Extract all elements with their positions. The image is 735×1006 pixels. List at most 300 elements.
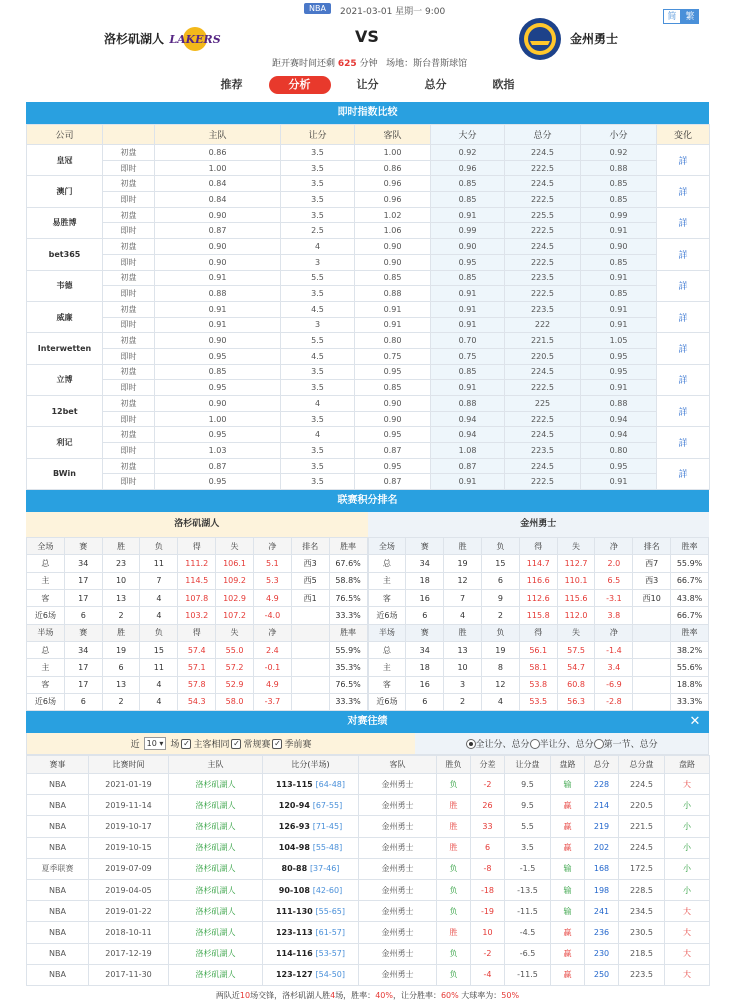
odds-cell: 0.90 — [155, 333, 281, 349]
odds-cell: 0.92 — [581, 145, 657, 161]
away-standings — [368, 512, 710, 711]
odds-cell: 即时 — [103, 160, 155, 176]
standings-cell: 总 — [368, 555, 406, 572]
h2h-total: 202 — [585, 837, 619, 858]
odds-cell: 初盘 — [103, 458, 155, 474]
odds-row — [27, 427, 710, 443]
h2h-league: NBA — [27, 795, 89, 816]
odds-cell: 0.85 — [581, 192, 657, 208]
h2h-league: NBA — [27, 816, 89, 837]
lakers-logo-icon — [169, 24, 221, 54]
standings-cell: 112.7 — [557, 555, 595, 572]
h2h-league: NBA — [27, 922, 89, 943]
standings-cell: 56.1 — [519, 641, 557, 658]
odds-row — [27, 176, 710, 192]
standings-cell: 西5 — [291, 572, 329, 589]
odds-cell: 0.87 — [155, 458, 281, 474]
h2h-over-under: 小 — [665, 837, 710, 858]
h2h-handicap: -1.5 — [505, 858, 551, 879]
tab-euro-odds[interactable]: 欧指 — [492, 78, 515, 91]
h2h-away-team[interactable]: 金州勇士 — [359, 964, 437, 985]
score-full: 111-130 — [275, 906, 313, 916]
odds-cell: 0.88 — [581, 396, 657, 412]
odds-cell: 0.90 — [355, 254, 431, 270]
standings-cell — [291, 659, 329, 676]
odds-cell: 0.96 — [431, 160, 505, 176]
h2h-over-under: 小 — [665, 795, 710, 816]
h2h-away-team[interactable]: 金州勇士 — [359, 837, 437, 858]
h2h-filter: 近 10 ▾ 场 ✓ 主客相同 ✓ 常规赛 ✓ 季前赛 全让分、总分 半让分、总分 第一节、总分 — [26, 733, 709, 755]
odds-detail-link[interactable]: 詳 — [657, 176, 710, 207]
odds-cell: 0.95 — [355, 364, 431, 380]
standings-header-cell: 得 — [178, 624, 216, 641]
h2h-handicap-result: 赢 — [551, 964, 585, 985]
standings-header-cell: 净 — [253, 624, 291, 641]
standings-cell: 西10 — [633, 590, 671, 607]
h2h-home-team[interactable]: 洛杉矶湖人 — [169, 880, 263, 901]
odds-cell: 4 — [281, 239, 355, 255]
standings-header-cell: 负 — [140, 624, 178, 641]
odds-cell: 初盘 — [103, 333, 155, 349]
standings-header-cell: 净 — [595, 624, 633, 641]
odds-cell: 0.91 — [581, 223, 657, 239]
h2h-away-team[interactable]: 金州勇士 — [359, 943, 437, 964]
score-full: 120-94 — [278, 800, 310, 810]
tab-total[interactable]: 总分 — [424, 78, 447, 91]
h2h-header-cell: 胜负 — [437, 756, 471, 774]
h2h-section-title: 对赛往绩 ✕ — [26, 711, 709, 733]
h2h-row — [27, 901, 710, 922]
standings-cell: 西3 — [291, 555, 329, 572]
standings-cell: -2.8 — [595, 693, 633, 710]
odds-cell: 0.95 — [355, 427, 431, 443]
standings-cell: 38.2% — [671, 641, 709, 658]
odds-cell: 初盘 — [103, 427, 155, 443]
standings-cell: 15 — [481, 555, 519, 572]
odds-row — [27, 254, 710, 270]
home-team-name[interactable]: 洛杉矶湖人 — [104, 32, 165, 46]
odds-cell: 0.85 — [431, 270, 505, 286]
company-name: 立博 — [27, 364, 103, 395]
standings-cell: 76.5% — [329, 676, 367, 693]
standings-row — [368, 555, 709, 572]
h2h-handicap-result: 赢 — [551, 816, 585, 837]
odds-cell: 0.70 — [431, 333, 505, 349]
h2h-home-team[interactable]: 洛杉矶湖人 — [169, 964, 263, 985]
score-full: 80-88 — [281, 864, 308, 874]
odds-cell: 即时 — [103, 443, 155, 459]
odds-cell: 0.91 — [581, 380, 657, 396]
h2h-total: 236 — [585, 922, 619, 943]
h2h-away-team[interactable]: 金州勇士 — [359, 858, 437, 879]
standings-cell: 主 — [27, 659, 65, 676]
standings-cell: 总 — [368, 641, 406, 658]
odds-cell: 225.5 — [505, 207, 581, 223]
score-full: 113-115 — [275, 779, 313, 789]
league-badge: NBA — [304, 3, 331, 14]
standings-cell: 17 — [64, 659, 102, 676]
odds-cell: 1.08 — [431, 443, 505, 459]
h2h-over-under: 大 — [665, 922, 710, 943]
h2h-away-team[interactable]: 金州勇士 — [359, 901, 437, 922]
standings-cell: 19 — [481, 641, 519, 658]
standings-cell: 54.3 — [178, 693, 216, 710]
company-name: 澳门 — [27, 176, 103, 207]
odds-cell: 0.91 — [155, 317, 281, 333]
standings-cell — [633, 659, 671, 676]
standings-row — [27, 676, 368, 693]
h2h-league: NBA — [27, 943, 89, 964]
standings-header-cell: 失 — [216, 538, 254, 555]
standings-row — [368, 590, 709, 607]
odds-cell: 0.99 — [581, 207, 657, 223]
score-full: 126-93 — [278, 822, 310, 832]
h2h-total-line: 220.5 — [619, 795, 665, 816]
standings-cell: 6 — [64, 693, 102, 710]
h2h-over-under: 小 — [665, 858, 710, 879]
standings-row — [27, 659, 368, 676]
standings-cell — [291, 693, 329, 710]
standings-cell: 114.7 — [519, 555, 557, 572]
standings-header-cell: 全场 — [27, 538, 65, 555]
standings-cell: 15 — [140, 641, 178, 658]
standings-cell: 主 — [368, 572, 406, 589]
standings-cell: 主 — [368, 659, 406, 676]
standings-cell: 18 — [406, 572, 444, 589]
standings-header-cell: 胜 — [102, 624, 140, 641]
h2h-home-team[interactable]: 洛杉矶湖人 — [169, 922, 263, 943]
standings-cell: 34 — [406, 555, 444, 572]
odds-section-title: 即时指数比较 — [26, 102, 709, 124]
odds-cell: 0.95 — [155, 474, 281, 490]
standings-cell: 67.6% — [329, 555, 367, 572]
odds-row — [27, 364, 710, 380]
h2h-result: 负 — [437, 880, 471, 901]
match-header — [0, 0, 735, 74]
standings-cell — [633, 641, 671, 658]
h2h-away-team[interactable]: 金州勇士 — [359, 816, 437, 837]
h2h-diff: 26 — [471, 795, 505, 816]
odds-cell: 1.00 — [155, 160, 281, 176]
standings-cell: 4 — [444, 607, 482, 624]
odds-cell: 3 — [281, 254, 355, 270]
standings-header-cell: 赛 — [406, 624, 444, 641]
odds-cell: 0.96 — [355, 176, 431, 192]
odds-cell: 224.5 — [505, 176, 581, 192]
odds-cell: 0.90 — [355, 239, 431, 255]
h2h-home-team[interactable]: 洛杉矶湖人 — [169, 774, 263, 795]
company-name: BWin — [27, 458, 103, 489]
h2h-home-team[interactable]: 洛杉矶湖人 — [169, 837, 263, 858]
odds-cell: 222.5 — [505, 254, 581, 270]
standings-header-cell: 全场 — [368, 538, 406, 555]
standings-cell: 6 — [406, 607, 444, 624]
odds-cell: 224.5 — [505, 364, 581, 380]
company-name: 易胜博 — [27, 207, 103, 238]
score-half: [61-57] — [315, 928, 345, 937]
odds-cell: 0.86 — [155, 145, 281, 161]
standings-header — [27, 538, 368, 555]
odds-cell: 0.91 — [355, 301, 431, 317]
h2h-total-line: 218.5 — [619, 943, 665, 964]
odds-cell: 0.96 — [355, 192, 431, 208]
odds-cell: 0.85 — [431, 176, 505, 192]
standings-cell: 18 — [406, 659, 444, 676]
h2h-score — [263, 816, 359, 837]
h2h-away-team[interactable]: 金州勇士 — [359, 774, 437, 795]
odds-cell: 224.5 — [505, 145, 581, 161]
h2h-diff: 10 — [471, 922, 505, 943]
odds-detail-link[interactable]: 詳 — [657, 239, 710, 270]
odds-cell: 224.5 — [505, 239, 581, 255]
standings-cell: 52.9 — [216, 676, 254, 693]
standings-cell: 57.5 — [557, 641, 595, 658]
standings-cell: 近6场 — [368, 607, 406, 624]
h2h-total-line: 234.5 — [619, 901, 665, 922]
tab-recommend[interactable]: 推荐 — [220, 78, 243, 91]
h2h-away-team[interactable]: 金州勇士 — [359, 922, 437, 943]
standings-cell: 116.6 — [519, 572, 557, 589]
regular-season-checkbox[interactable]: ✓ — [233, 738, 240, 748]
h2h-total: 241 — [585, 901, 619, 922]
standings-header-cell: 负 — [481, 538, 519, 555]
standings-header-cell: 净 — [595, 538, 633, 555]
half-handicap-radio[interactable] — [530, 739, 540, 749]
h2h-header-cell: 赛事 — [27, 756, 89, 774]
odds-cell: 0.85 — [431, 364, 505, 380]
odds-cell: 0.90 — [355, 396, 431, 412]
standings-row — [27, 590, 368, 607]
away-standings-table — [368, 537, 710, 711]
h2h-date: 2019-10-17 — [89, 816, 169, 837]
odds-cell: 0.91 — [155, 270, 281, 286]
h2h-home-team[interactable]: 洛杉矶湖人 — [169, 795, 263, 816]
h2h-home-team[interactable]: 洛杉矶湖人 — [169, 943, 263, 964]
standings-cell: 6 — [481, 572, 519, 589]
odds-cell: 0.85 — [155, 364, 281, 380]
odds-cell: 222.5 — [505, 223, 581, 239]
company-name: 韦德 — [27, 270, 103, 301]
odds-cell: 0.88 — [155, 286, 281, 302]
odds-row — [27, 380, 710, 396]
odds-cell: 222.5 — [505, 380, 581, 396]
standings-cell — [633, 676, 671, 693]
odds-header-cell: 小分 — [581, 125, 657, 145]
odds-cell: 1.03 — [155, 443, 281, 459]
odds-cell: 3.5 — [281, 160, 355, 176]
h2h-home-team[interactable]: 洛杉矶湖人 — [169, 901, 263, 922]
odds-cell: 225 — [505, 396, 581, 412]
venue: 场地：斯台普斯球馆 — [386, 59, 468, 69]
h2h-league: NBA — [27, 880, 89, 901]
tab-analysis[interactable]: 分析 — [269, 76, 331, 94]
odds-row — [27, 192, 710, 208]
standings-cell: 13 — [102, 676, 140, 693]
h2h-home-team[interactable]: 洛杉矶湖人 — [169, 816, 263, 837]
h2h-handicap-result: 赢 — [551, 795, 585, 816]
odds-cell: 5.5 — [281, 270, 355, 286]
standings-cell: -6.9 — [595, 676, 633, 693]
h2h-over-under: 大 — [665, 964, 710, 985]
odds-row — [27, 145, 710, 161]
odds-cell: 3.5 — [281, 380, 355, 396]
standings-cell: 54.7 — [557, 659, 595, 676]
standings-cell: 102.9 — [216, 590, 254, 607]
same-home-away-checkbox[interactable]: ✓ — [183, 738, 190, 748]
odds-cell: 初盘 — [103, 364, 155, 380]
full-handicap-radio[interactable] — [466, 739, 476, 749]
h2h-handicap: -4.5 — [505, 922, 551, 943]
standings-cell: 106.1 — [216, 555, 254, 572]
standings-cell: 8 — [481, 659, 519, 676]
standings-cell: 55.0 — [216, 641, 254, 658]
odds-row — [27, 474, 710, 490]
odds-row — [27, 348, 710, 364]
odds-cell: 0.91 — [431, 301, 505, 317]
odds-cell: 1.06 — [355, 223, 431, 239]
odds-cell: 0.88 — [355, 286, 431, 302]
odds-cell: 0.91 — [581, 317, 657, 333]
odds-detail-link[interactable]: 詳 — [657, 364, 710, 395]
odds-cell: 0.90 — [431, 239, 505, 255]
odds-cell: 3.5 — [281, 145, 355, 161]
standings-cell: 2.4 — [253, 641, 291, 658]
odds-cell: 0.95 — [155, 380, 281, 396]
odds-detail-link[interactable]: 詳 — [657, 145, 710, 176]
h2h-score — [263, 964, 359, 985]
odds-cell: 即时 — [103, 474, 155, 490]
standings-cell: 11 — [140, 555, 178, 572]
standings-cell: 3 — [444, 676, 482, 693]
odds-cell: 0.90 — [355, 411, 431, 427]
vs-label: VS — [355, 27, 379, 46]
standings-cell: 34 — [406, 641, 444, 658]
odds-detail-link[interactable]: 詳 — [657, 396, 710, 427]
score-half: [71-45] — [312, 822, 343, 832]
score-full: 104-98 — [278, 843, 310, 853]
standings-cell: 2 — [102, 693, 140, 710]
h2h-score — [263, 774, 359, 795]
tab-handicap[interactable]: 让分 — [356, 78, 379, 91]
odds-cell: 1.02 — [355, 207, 431, 223]
standings-cell: 7 — [140, 572, 178, 589]
standings-row — [368, 607, 709, 624]
standings-cell: 57.1 — [178, 659, 216, 676]
standings-cell: 109.2 — [216, 572, 254, 589]
h2h-total-line: 172.5 — [619, 858, 665, 879]
odds-cell: 0.94 — [581, 411, 657, 427]
standings-cell: 115.8 — [519, 607, 557, 624]
standings-cell: 6.5 — [595, 572, 633, 589]
close-icon[interactable]: ✕ — [689, 714, 701, 730]
standings-cell: 西3 — [633, 572, 671, 589]
h2h-home-team[interactable]: 洛杉矶湖人 — [169, 858, 263, 879]
h2h-handicap-result: 输 — [551, 880, 585, 901]
odds-cell: 221.5 — [505, 333, 581, 349]
away-team-name[interactable]: 金州勇士 — [570, 32, 619, 46]
h2h-away-team[interactable]: 金州勇士 — [359, 880, 437, 901]
h2h-result: 胜 — [437, 837, 471, 858]
simplified-button[interactable]: 简 — [663, 9, 681, 24]
odds-row — [27, 239, 710, 255]
h2h-header-cell: 盘路 — [551, 756, 585, 774]
standings-row — [27, 693, 368, 710]
odds-detail-link[interactable]: 詳 — [657, 427, 710, 458]
odds-detail-link[interactable]: 詳 — [657, 458, 710, 489]
odds-cell: 3.5 — [281, 474, 355, 490]
odds-detail-link[interactable]: 詳 — [657, 207, 710, 238]
odds-cell: 0.91 — [431, 207, 505, 223]
h2h-total: 230 — [585, 943, 619, 964]
odds-cell: 0.91 — [431, 317, 505, 333]
h2h-date: 2019-07-09 — [89, 858, 169, 879]
odds-cell: 224.5 — [505, 427, 581, 443]
standings-cell: 6 — [406, 693, 444, 710]
h2h-handicap-result: 输 — [551, 774, 585, 795]
standings-cell: -3.1 — [595, 590, 633, 607]
odds-detail-link[interactable]: 詳 — [657, 270, 710, 301]
traditional-button[interactable]: 繁 — [681, 9, 699, 24]
company-name: 12bet — [27, 396, 103, 427]
odds-cell: 2.5 — [281, 223, 355, 239]
first-quarter-radio[interactable] — [594, 739, 604, 749]
odds-cell: 0.85 — [581, 286, 657, 302]
h2h-result: 负 — [437, 858, 471, 879]
odds-cell: 0.90 — [155, 396, 281, 412]
standings-cell: 35.3% — [329, 659, 367, 676]
h2h-total-line: 224.5 — [619, 774, 665, 795]
match-count-select[interactable]: 10 ▾ — [144, 737, 167, 750]
odds-cell: 0.91 — [155, 301, 281, 317]
standings-cell: 4 — [140, 590, 178, 607]
odds-cell: 0.91 — [431, 380, 505, 396]
standings-header-cell: 半场 — [27, 624, 65, 641]
odds-cell: 0.85 — [581, 254, 657, 270]
standings-cell: 33.3% — [329, 607, 367, 624]
odds-row — [27, 396, 710, 412]
h2h-score — [263, 943, 359, 964]
h2h-date: 2019-04-05 — [89, 880, 169, 901]
odds-cell: 初盘 — [103, 207, 155, 223]
standings-cell: 2.0 — [595, 555, 633, 572]
standings-cell: 10 — [102, 572, 140, 589]
standings-header-cell: 胜 — [444, 538, 482, 555]
odds-cell: 3.5 — [281, 286, 355, 302]
standings-cell: 西1 — [291, 590, 329, 607]
score-half: [42-60] — [312, 885, 343, 895]
odds-detail-link[interactable]: 詳 — [657, 333, 710, 364]
h2h-score — [263, 901, 359, 922]
standings-cell: 55.9% — [329, 641, 367, 658]
preseason-checkbox[interactable]: ✓ — [274, 738, 281, 748]
home-standings — [26, 512, 368, 711]
standings-cell: 115.6 — [557, 590, 595, 607]
standings-cell: 4 — [140, 607, 178, 624]
score-full: 123-127 — [275, 970, 313, 980]
odds-cell: 0.88 — [431, 396, 505, 412]
company-name: 利记 — [27, 427, 103, 458]
odds-cell: 即时 — [103, 223, 155, 239]
company-name: 威廉 — [27, 301, 103, 332]
standings-cell: 4 — [481, 693, 519, 710]
odds-cell: 0.90 — [155, 207, 281, 223]
h2h-away-team[interactable]: 金州勇士 — [359, 795, 437, 816]
odds-detail-link[interactable]: 詳 — [657, 301, 710, 332]
standings-cell: 33.3% — [671, 693, 709, 710]
standings-cell: -4.0 — [253, 607, 291, 624]
odds-cell: 0.75 — [431, 348, 505, 364]
odds-row — [27, 333, 710, 349]
